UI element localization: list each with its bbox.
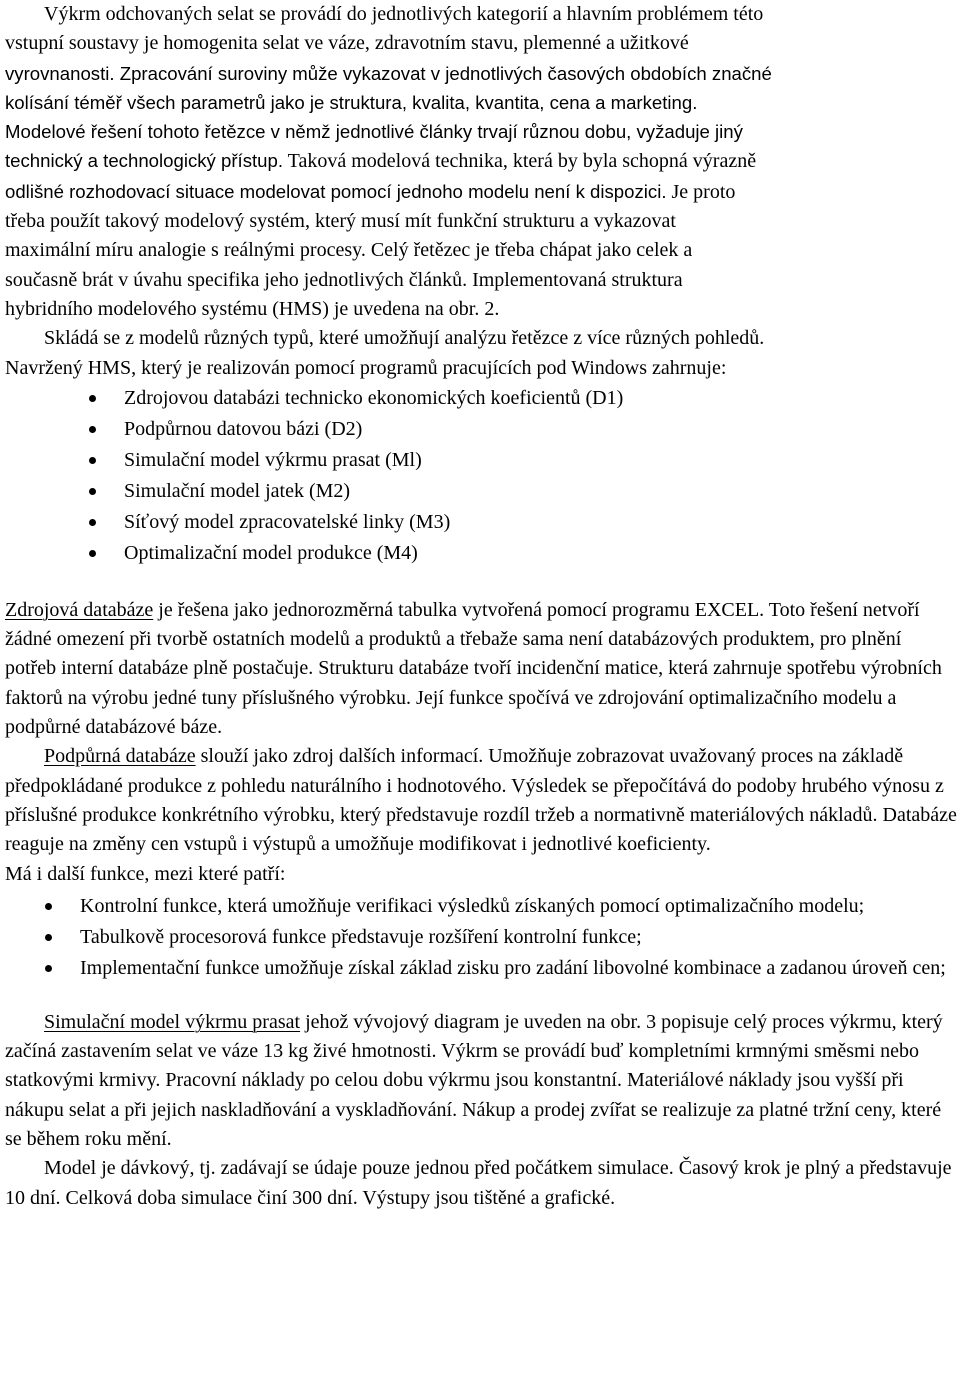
document-page [5,0,957,1213]
paragraph-text: jehož vývojový diagram je uveden na obr. 3 popisuje celý proces výkrmu, který začíná zastavením selat ve váze 13 kg živé hmotnosti. Výkrm se provádí buď kompletními krmnými směsmi nebo statkovými krmivy. Pracovní náklady po celou dobu výkrmu jsou konstantní. Materiálové náklady jsou vyšší při nákupu selat a při jejich naskladňování a vyskladňování. Nákup a prodej zvířat se realizuje za platné tržní ceny, které se během roku mění. [5,1010,943,1151]
intro-text-serif: Je proto [666,180,736,203]
intro-line: vyrovnanosti. Zpracování suroviny může vykazovat v jednotlivých časových obdobích značné [5,62,772,84]
paragraph-fattening-model [5,1008,957,1154]
intro-text-serif: Taková modelová technika, která by byla schopná výrazně [283,150,757,173]
intro-line: Výkrm odchovaných selat se provádí do jednotlivých kategorií a hlavním problémem této [44,3,764,25]
intro-line: kolísání téměř všech parametrů jako je struktura, kvalita, kvantita, cena a marketing. [5,91,698,113]
paragraph-support-database [5,742,957,859]
paragraph-source-database [5,596,957,742]
list-item: Simulační model jatek (M2) [5,476,957,507]
list-item: Simulační model výkrmu prasat (Ml) [5,445,957,476]
paragraph-hms: Navržený HMS, který je realizován pomocí programů pracujících pod Windows zahrnuje: [5,356,727,379]
paragraph-functions-intro: Má i další funkce, mezi které patří: [5,862,286,885]
intro-line: současně brát v úvahu specifika jeho jednotlivých článků. Implementovaná struktura [5,268,683,291]
section-heading: Simulační model výkrmu prasat [44,1010,301,1033]
paragraph-text: je řešena jako jednorozměrná tabulka vytvořená pomocí programu EXCEL. Toto řešení netvoří žádné omezení při tvorbě ostatních modelů a produktů a třebaže sama není databázových produktem, pro plnění potřeb interní databáze plně postačuje. Strukturu databáze tvoří incidenční matice, která zahrnuje spotřebu výrobních faktorů na výrobu jedné tuny příslušného výrobku. Její funkce spočívá ve zdrojování optimalizačního modelu a podpůrné databázové báze. [5,598,942,739]
list-item: Kontrolní funkce, která umožňuje verifikaci výsledků získaných pomocí optimalizačního modelu; [5,891,957,922]
list-item: Optimalizační model produkce (M4) [5,538,957,569]
list-item: Zdrojovou databázi technicko ekonomických koeficientů (D1) [5,383,957,414]
list-item: Síťový model zpracovatelské linky (M3) [5,507,957,538]
list-item: Podpůrnou datovou bázi (D2) [5,414,957,445]
intro-text-sans: odlišné rozhodovací situace modelovat pomocí jednoho modelu není k dispozici. [5,180,667,202]
paragraph-models: Skládá se z modelů různých typů, které umožňují analýzu řetězce z více různých pohledů. [44,327,765,350]
list-item: Implementační funkce umožňuje získal základ zisku pro zadání libovolné kombinace a zadanou úroveň cen; [5,953,957,984]
hms-component-list [5,383,957,569]
intro-line: třeba použít takový modelový systém, který musí mít funkční strukturu a vykazovat [5,210,676,233]
section-heading: Podpůrná databáze [44,745,196,768]
section-heading: Zdrojová databáze [5,598,154,621]
paragraph-text: slouží jako zdroj dalších informací. Umožňuje zobrazovat uvažovaný proces na základě předpokládané produkce z pohledu naturálního i hodnotového. Výsledek se přepočítává do podoby hrubého výnosu z příslušné produkce konkrétního výrobku, který představuje rozdíl tržeb a normativně materiálových nákladů. Databáze reaguje na změny cen vstupů i výstupů a umožňuje modifikovat i jednotlivé koeficienty. [5,745,957,856]
paragraph-intro [5,0,957,324]
function-list [5,891,957,984]
intro-line: vstupní soustavy je homogenita selat ve váze, zdravotním stavu, plemenné a užitkové [5,32,689,55]
intro-line [5,177,957,207]
intro-line: maximální míru analogie s reálnými procesy. Celý řetězec je třeba chápat jako celek a [5,239,693,262]
paragraph-batch-model: Model je dávkový, tj. zadávají se údaje pouze jednou před počátkem simulace. Časový krok je plný a představuje 10 dní. Celková doba simulace činí 300 dní. Výstupy jsou tištěné a grafické. [5,1157,952,1209]
intro-text-sans: technický a technologický přístup. [5,150,284,172]
intro-line [5,146,957,176]
intro-line: hybridního modelového systému (HMS) je uvedena na obr. 2. [5,297,500,320]
list-item: Tabulkově procesorová funkce představuje rozšíření kontrolní funkce; [5,922,957,953]
intro-line: Modelové řešení tohoto řetězce v němž jednotlivé články trvají různou dobu, vyžaduje jiný [5,121,743,143]
